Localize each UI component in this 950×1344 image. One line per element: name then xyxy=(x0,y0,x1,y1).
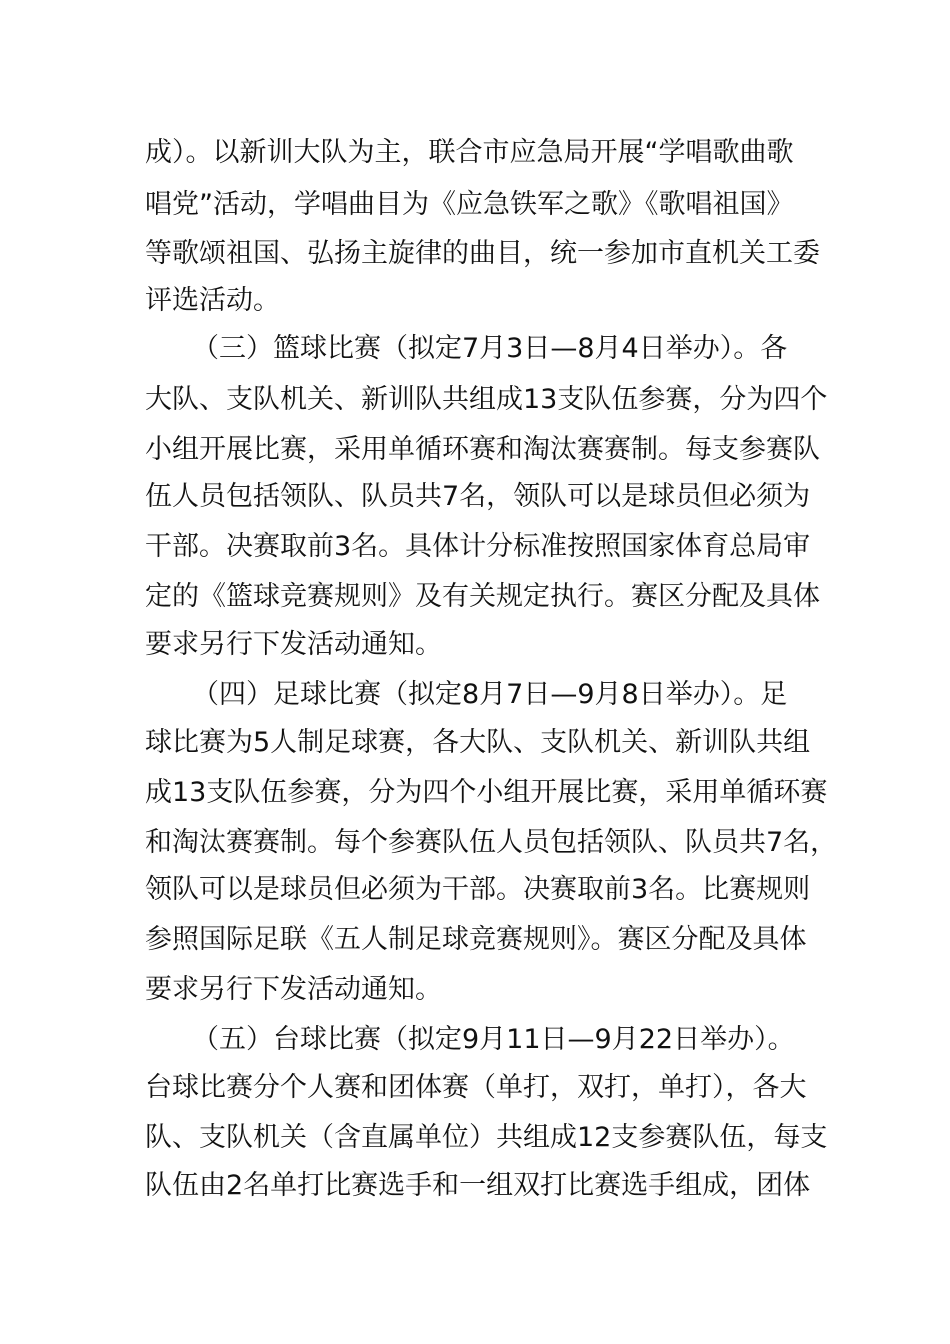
paragraph-heading-4: （四）足球比赛（拟定8月7日—9月8日举办）。足 xyxy=(192,679,788,710)
text-line: 参照国际足联《五人制足球竞赛规则》。赛区分配及具体 xyxy=(145,924,807,955)
text-line: 定的《篮球竞赛规则》及有关规定执行。赛区分配及具体 xyxy=(145,581,820,612)
paragraph-heading-5: （五）台球比赛（拟定9月11日—9月22日举办）。 xyxy=(192,1024,795,1055)
text-line: 大队、支队机关、新训队共组成13支队伍参赛，分为四个 xyxy=(145,384,828,415)
text-line: 球比赛为5人制足球赛，各大队、支队机关、新训队共组 xyxy=(145,727,811,758)
text-line: 唱党”活动，学唱曲目为《应急铁军之歌》《歌唱祖国》 xyxy=(145,189,794,220)
text-line: 成13支队伍参赛，分为四个小组开展比赛，采用单循环赛 xyxy=(145,777,828,808)
text-line: 成）。以新训大队为主，联合市应急局开展“学唱歌曲歌 xyxy=(145,137,794,168)
text-line: 评选活动。 xyxy=(145,285,280,316)
text-line: 干部。决赛取前3名。具体计分标准按照国家体育总局审 xyxy=(145,531,811,562)
paragraph-heading-3: （三）篮球比赛（拟定7月3日—8月4日举办）。各 xyxy=(192,333,788,364)
text-line: 伍人员包括领队、队员共7名，领队可以是球员但必须为 xyxy=(145,481,811,512)
text-line: 和淘汰赛赛制。每个参赛队伍人员包括领队、队员共7名， xyxy=(145,827,838,858)
text-line: 要求另行下发活动通知。 xyxy=(145,974,442,1005)
text-line: 要求另行下发活动通知。 xyxy=(145,629,442,660)
text-line: 小组开展比赛，采用单循环赛和淘汰赛赛制。每支参赛队 xyxy=(145,434,820,465)
text-line: 等歌颂祖国、弘扬主旋律的曲目，统一参加市直机关工委 xyxy=(145,238,820,269)
text-line: 队、支队机关（含直属单位）共组成12支参赛队伍，每支 xyxy=(145,1122,828,1153)
text-line: 队伍由2名单打比赛选手和一组双打比赛选手组成，团体 xyxy=(145,1170,811,1201)
text-line: 领队可以是球员但必须为干部。决赛取前3名。比赛规则 xyxy=(145,874,811,905)
text-line: 台球比赛分个人赛和团体赛（单打，双打，单打），各大 xyxy=(145,1072,807,1103)
